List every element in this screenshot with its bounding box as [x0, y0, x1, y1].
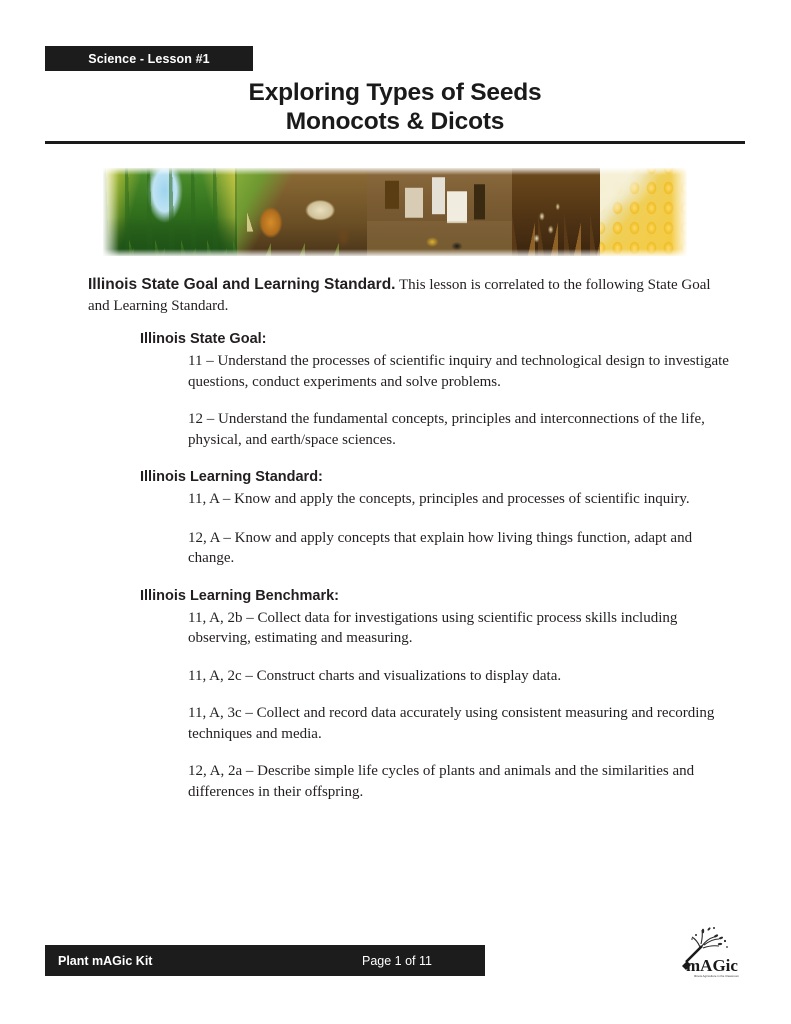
soybean-pods-photo: [512, 168, 600, 256]
footer-bar: [45, 945, 485, 976]
banner-photo-strip: [103, 168, 687, 256]
list-item: 12, A, 2a – Describe simple life cycles of plants and animals and the similarities and differences in their offspring.: [188, 763, 695, 800]
list-item: 11, A – Know and apply the concepts, principles and processes of scientific inquiry.: [188, 491, 690, 507]
section-heading-learning-benchmark: Illinois Learning Benchmark:: [140, 587, 340, 604]
section-learning-standard: [140, 469, 732, 569]
footer-page-number: Page 1 of 11: [362, 953, 432, 968]
lesson-tab: [45, 46, 253, 71]
magic-logo-mark: [672, 926, 756, 982]
harvested-produce-photo: [237, 168, 367, 256]
list-item: 11 – Understand the processes of scientific inquiry and technological design to investigate questions, conduct experiments and solve problems.: [188, 353, 729, 390]
magic-logo: [672, 926, 756, 982]
corn-field-photo: [103, 168, 237, 256]
title-divider: [45, 141, 745, 144]
corn-cob-photo: [600, 168, 687, 256]
list-item: 11, A, 2c – Construct charts and visualizations to display data.: [188, 667, 562, 684]
section-heading-learning-standard: Illinois Learning Standard:: [140, 469, 323, 485]
list-item: 11, A, 2b – Collect data for investigations using scientific process skills including observing, estimating and measuring.: [188, 609, 678, 646]
footer-kit-name: Plant mAGic Kit: [58, 953, 153, 968]
standards-sections: [140, 331, 732, 821]
lesson-tab-label: Science - Lesson #1: [88, 51, 210, 66]
magic-logo-wordmark: mAGic: [686, 956, 738, 975]
list-item: 12 – Understand the fundamental concepts, principles and interconnections of the life, physical, and earth/space sciences.: [188, 411, 705, 448]
list-item: 11, A, 3c – Collect and record data accurately using consistent measuring and recording techniques and media.: [188, 705, 715, 742]
title-line-2: Monocots & Dicots: [285, 108, 505, 135]
food-products-photo: [367, 168, 512, 256]
title-line-1: Exploring Types of Seeds: [248, 79, 542, 106]
magic-logo-tagline: Illinois Agriculture in the Classroom: [694, 974, 739, 978]
list-item: 12, A – Know and apply concepts that explain how living things function, adapt and change.: [188, 529, 693, 566]
intro-lead: Illinois State Goal and Learning Standard.: [88, 276, 396, 293]
section-heading-state-goal: Illinois State Goal:: [140, 331, 267, 347]
page-title: [45, 78, 745, 136]
intro-paragraph: [88, 274, 720, 317]
intro-body: This lesson is correlated to the following State Goal and Learning Standard.: [88, 277, 711, 314]
section-state-goal: [140, 331, 732, 450]
section-learning-benchmark: [140, 588, 732, 803]
